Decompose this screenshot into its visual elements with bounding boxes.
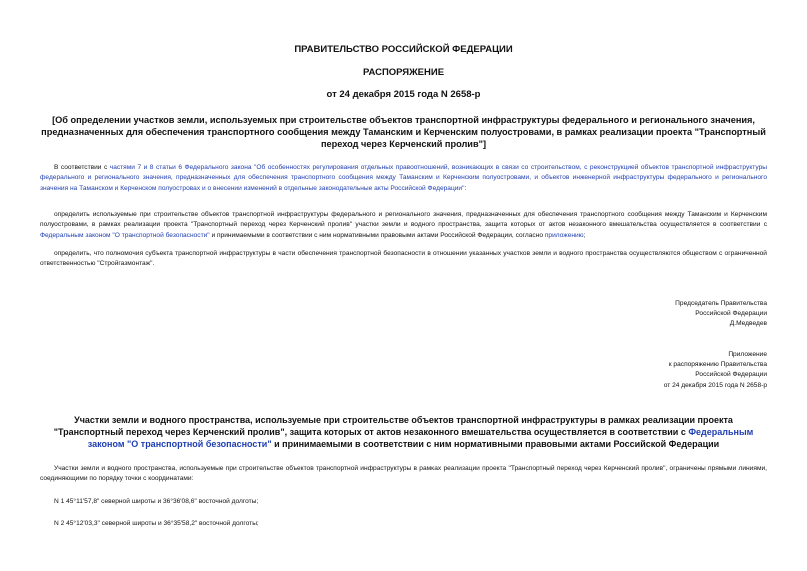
coordinate-point-1: N 1 45°11'57,8" северной широты и 36°36'08,6" восточной долготы;: [54, 498, 259, 505]
paragraph-determine-end: ;: [583, 231, 586, 239]
annex-law-link[interactable]: Федеральным законом "О транспортной безопасности": [87, 427, 754, 449]
government-heading: ПРАВИТЕЛЬСТВО РОССИЙСКОЙ ФЕДЕРАЦИИ: [294, 44, 513, 55]
paragraph-authority: [40, 249, 767, 270]
paragraph-determine-text: определить используемые при строительстве объектов транспортной инфраструктуры федерального и регионального значения, предназначенных для обеспечения транспортного сообщения между Таманским и Керченским полуостровами, в рамках реализации проекта "Транспортный переход через Керченский пролив" участки земли и водного пространства, защита которых от актов незаконного вмешательства осуществляется в соответствии с: [40, 211, 767, 229]
federal-law-link[interactable]: частями 7 и 8 статьи 6 Федерального закона "Об особенностях регулирования отдельных правоотношений, возникающих в связи со строительством, с реконструкцией объектов транспортной инфраструктуры федерального и регионального значения, предназначенных для обеспечения транспортного сообщения между Таманским и Керченским полуостровами, и объектов инженерной инфраструктуры федерального и регионального значения на Таманском и Керченском полуостровах и о внесении изменений в отдельные законодательные акты Российской Федерации": [40, 164, 767, 192]
paragraph-determine: [40, 210, 767, 241]
annex-title: [40, 414, 767, 450]
paragraph-basis-text: В соответствии с: [54, 164, 110, 171]
paragraph-authority-text: определить, что полномочия субъекта транспортной инфраструктуры в части обеспечения транспортной безопасности в отношении указанных участков земли и водного пространства осуществляются обществом с ограниченной ответственностью "Стройгазмонтаж".: [40, 250, 767, 268]
annex-paragraph: [40, 464, 767, 485]
annex-date: от 24 декабря 2015 года N 2658-р: [663, 381, 767, 389]
signature-position: Председатель Правительства: [675, 300, 767, 307]
annex-link[interactable]: приложению: [544, 231, 584, 239]
annex-title-end: и принимаемыми в соответствии с ним нормативными правовыми актами Российской Федерации: [271, 439, 720, 449]
document-title: [Об определении участков земли, используемых при строительстве объектов транспортной инфраструктуры федерального и регионального значения, предназначенных для обеспечения транспортного сообщения между Таманским и Керченским полуостровами, в рамках реализации проекта "Транспортный переход через Керченский пролив"]: [41, 115, 766, 149]
annex-label: Приложение: [728, 351, 767, 358]
signature-name: Д.Медведев: [729, 320, 767, 328]
annex-header: [567, 350, 767, 391]
paragraph-basis: [40, 163, 767, 194]
coordinate-point-2: N 2 45°12'03,3" северной широты и 36°35'58,2" восточной долготы;: [54, 520, 259, 527]
transport-security-law-link[interactable]: Федеральным законом "О транспортной безопасности": [40, 231, 210, 239]
annex-title-text: Участки земли и водного пространства, используемые при строительстве объектов транспортной инфраструктуры в рамках реализации проекта "Транспортный переход через Керченский пролив", защита которых от актов незаконного вмешательства осуществляется в соответствии с: [53, 415, 733, 437]
signature-country: Российской Федерации: [695, 310, 767, 318]
document-date-number: от 24 декабря 2015 года N 2658-р: [326, 89, 481, 100]
annex-country: Российской Федерации: [695, 371, 767, 379]
signature-block: [567, 299, 767, 330]
paragraph-determine-text-2: и принимаемыми в соответствии с ним нормативными правовыми актами Российской Федерации, согласно: [209, 231, 545, 239]
annex-ref: к распоряжению Правительства: [668, 361, 767, 369]
paragraph-basis-end: :: [464, 184, 467, 192]
annex-paragraph-text: Участки земли и водного пространства, используемые при строительстве объектов транспортной инфраструктуры в рамках реализации проекта "Транспортный переход через Керченский пролив", ограничены прямыми линиями, соединяющими по порядку точки с координатами:: [40, 465, 767, 483]
document-type-heading: РАСПОРЯЖЕНИЕ: [362, 67, 445, 78]
